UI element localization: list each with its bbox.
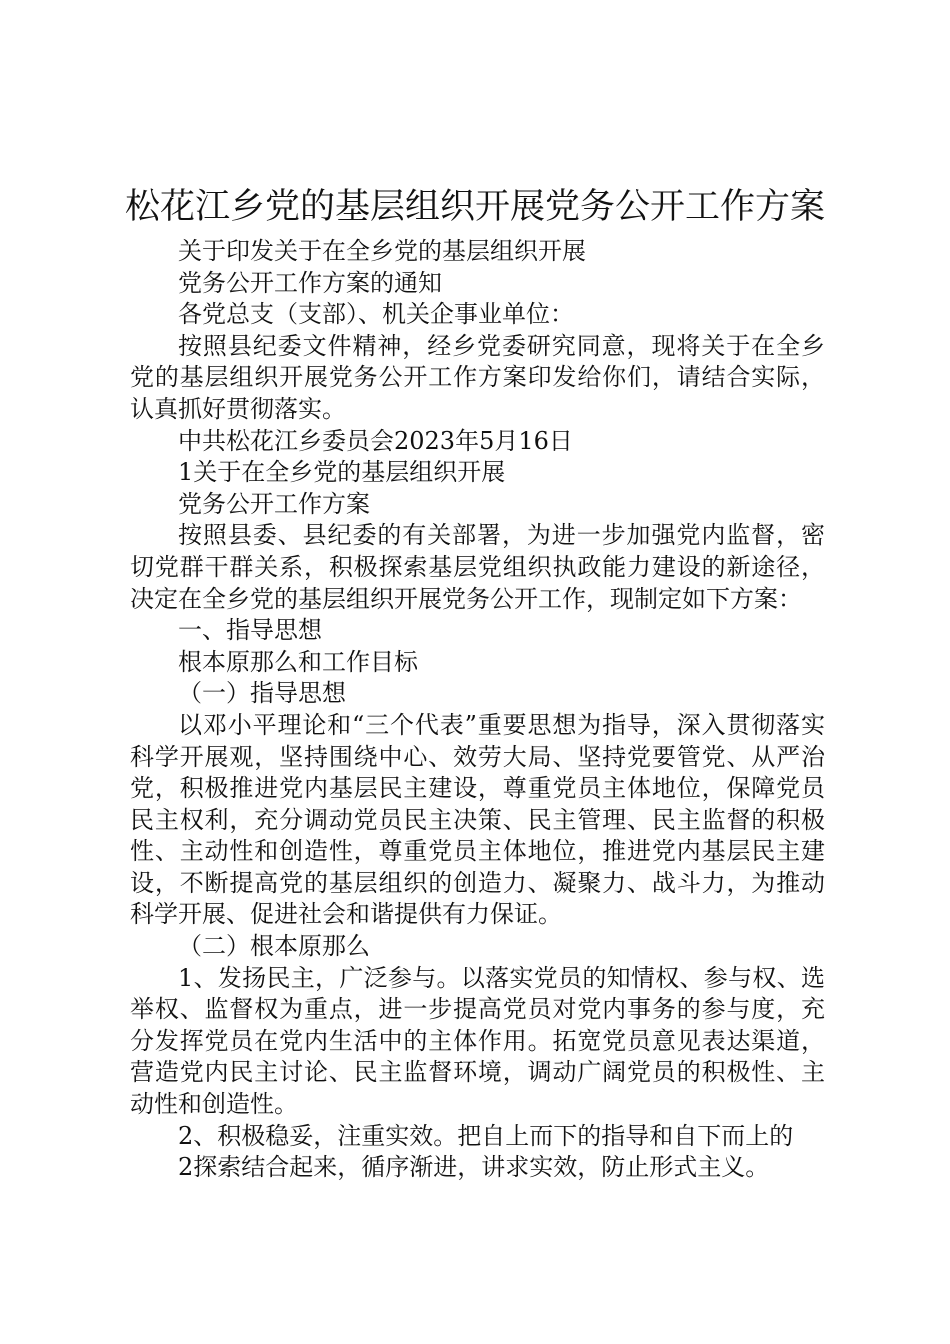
paragraph-principle-2-line2: 2探索结合起来，循序渐进，讲求实效，防止形式主义。 [178, 1153, 770, 1182]
paragraph-guiding-thought: 以邓小平理论和“三个代表”重要思想为指导，深入贯彻落实科学开展观，坚持围绕中心、效劳大局、坚持党要管党、从严治党，积极推进党内基层民主建设，尊重党员主体地位，保障党员民主权利，充分调动党员民主决策、民主管理、民主监督的积极性、主动性和创造性，尊重党员主体地位，推进党内基层民主建设，不断提高党的基层组织的创造力、凝聚力、战斗力，为推动科学开展、促进社会和谐提供有力保证。 [130, 710, 825, 929]
subsection-heading-2: （二）根本原那么 [178, 932, 370, 961]
paragraph-principle-1: 1、发扬民主，广泛参与。以落实党员的知情权、参与权、选举权、监督权为重点，进一步提高党员对党内事务的参与度，充分发挥党员在党内生活中的主体作用。拓宽党员意见表达渠道，营造党内民主讨论、民主监督环境，调动广阔党员的积极性、主动性和创造性。 [130, 963, 825, 1119]
subsection-heading-1: （一）指导思想 [178, 679, 346, 708]
document-title: 松花江乡党的基层组织开展党务公开工作方案 [124, 187, 825, 227]
paragraph-plan-intro: 按照县委、县纪委的有关部署，为进一步加强党内监督，密切党群干群关系，积极探索基层党组织执政能力建设的新途径，决定在全乡党的基层组织开展党务公开工作，现制定如下方案： [130, 521, 825, 613]
paragraph-principle-2-line1: 2、积极稳妥，注重实效。把自上而下的指导和自下而上的 [178, 1121, 794, 1150]
paragraph-notice-title-line2: 党务公开工作方案的通知 [178, 268, 442, 297]
section-subheading: 根本原那么和工作目标 [178, 647, 418, 676]
document-body [130, 236, 825, 1184]
paragraph-notice-title-line1: 关于印发关于在全乡党的基层组织开展 [178, 237, 586, 265]
section-heading-1: 一、指导思想 [178, 616, 322, 645]
paragraph-recipients: 各党总支（支部）、机关企事业单位： [178, 300, 574, 329]
paragraph-notice-body: 按照县纪委文件精神，经乡党委研究同意，现将关于在全乡党的基层组织开展党务公开工作方案印发给你们，请结合实际，认真抓好贯彻落实。 [130, 331, 825, 423]
paragraph-plan-title-line1: 1关于在全乡党的基层组织开展 [178, 458, 506, 487]
paragraph-plan-title-line2: 党务公开工作方案 [178, 489, 370, 518]
paragraph-signature-date: 中共松花江乡委员会2023年5月16日 [178, 426, 573, 455]
